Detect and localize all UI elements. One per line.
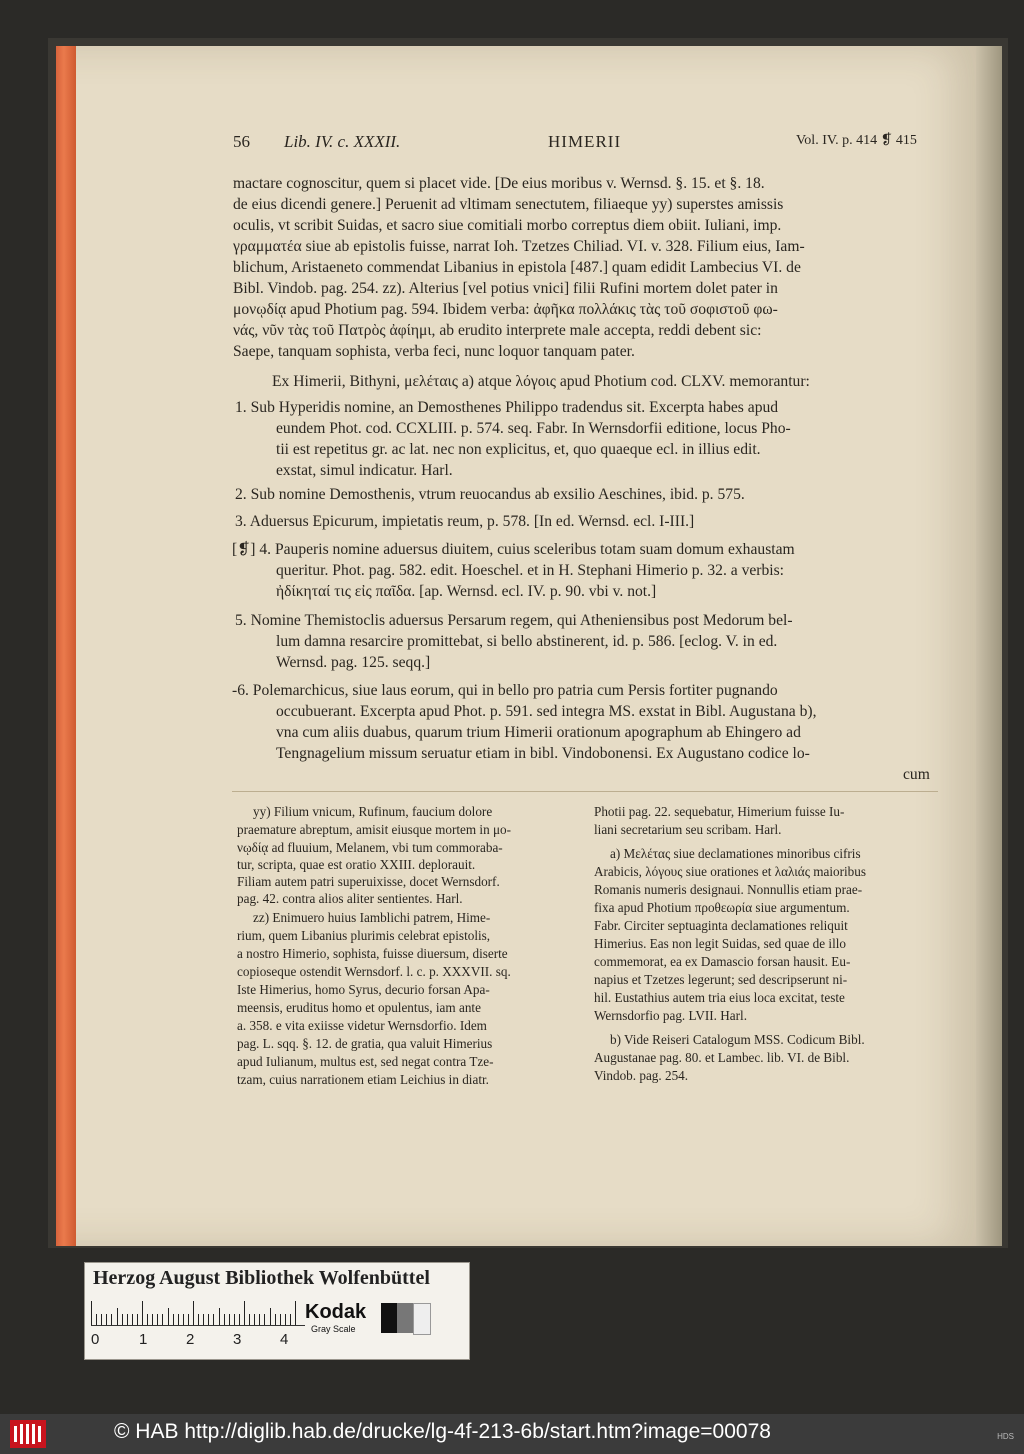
text-line: cum [903,766,930,783]
footnote-line: praemature abreptum, amisit eiusque mortem in μο- [237,822,512,837]
text-line: νάς, νῦν τὰς τοῦ Πατρὸς ἀφίημι, ab erudito interprete male accepta, reddi debent sic: [233,322,762,339]
text-line: Wernsd. pag. 125. seqq.] [276,654,431,671]
footnote-line: pag. L. sqq. §. 12. de gratia, qua valuit Himerius [237,1036,493,1051]
ruler-tick [280,1314,281,1325]
text-line: Tengnagelium missum seruatur etiam in bibl. Vindobonensi. Ex Augustano codice lo- [276,745,810,762]
text-line: μονῳδίᾳ apud Photium pag. 594. Ibidem verba: ἀφῆκα πολλάκις τὰς τοῦ σοφιστοῦ φω- [233,301,778,318]
library-name: Herzog August Bibliothek Wolfenbüttel [93,1267,430,1289]
text-line: oculis, vt scribit Suidas, et sacro siue comitiali morbo correptus diem obiit. Iuliani, imp. [233,217,782,234]
ruler-tick [137,1314,138,1325]
text-line: ἠδίκηταί τις εἰς παῖδα. [ap. Wernsd. ecl. IV. p. 90. vbi v. not.] [276,583,657,600]
footnote-line: hil. Eustathius autem tria eius loca excitat, teste [594,990,845,1005]
footnote-line: Fabr. Circiter septuaginta declamationes reliquit [594,918,848,933]
text-line: Saepe, tanquam sophista, verba feci, nunc loquor tanquam pater. [233,343,635,360]
ruler-tick [259,1314,260,1325]
footnote-line: Arabicis, λόγους siue orationes et λαλιάς maioribus [594,864,866,879]
ruler-tick [224,1314,225,1325]
gray-patch-gray [397,1303,413,1333]
ruler-tick [270,1308,271,1325]
ruler-tick [188,1314,189,1325]
kodak-logo: Kodak [305,1301,367,1323]
footnote-line: meensis, eruditus homo et opulentus, iam ante [237,1000,481,1015]
footnote-line: Photii pag. 22. sequebatur, Himerium fuisse Iu- [594,804,845,819]
footnote-line: yy) Filium vnicum, Rufinum, faucium dolore [253,804,493,819]
ruler-tick [96,1314,97,1325]
text-line: 5. Nomine Themistoclis aduersus Persarum regem, qui Atheniensibus post Medorum bel- [235,612,793,629]
footer-corner-mark: HDS [997,1432,1014,1441]
ruler-tick [285,1314,286,1325]
ruler-tick [234,1314,235,1325]
footnote-line: Romanis numeris designaui. Nonnullis etiam prae- [594,882,863,897]
text-line: de eius dicendi genere.] Peruenit ad vltimam senectutem, filiaeque yy) superstes amissis [233,196,784,213]
ruler-tick [117,1308,118,1325]
ruler-tick [254,1314,255,1325]
ruler-tick [122,1314,123,1325]
footnote-line: zz) Enimuero huius Iamblichi patrem, Hime- [253,910,491,925]
page-edge-red [56,46,76,1246]
ruler-tick [111,1314,112,1325]
ruler-tick [183,1314,184,1325]
gray-patch-white [413,1303,431,1335]
ruler-tick [208,1314,209,1325]
footnote-line: a) Μελέτας siue declamationes minoribus cifris [610,846,861,861]
footnote-line: a nostro Himerio, sophista, fuisse diuersum, diserte [237,946,508,961]
ruler-tick [91,1301,92,1325]
footnote-line: Iste Himerius, homo Syrus, decurio forsan Apa- [237,982,490,997]
gray-patch-black [381,1303,397,1333]
text-line: queritur. Phot. pag. 582. edit. Hoeschel. et in H. Stephani Himerio p. 32. a verbis: [276,562,785,579]
ruler-tick [106,1314,107,1325]
text-line: 2. Sub nomine Demosthenis, vtrum reuocandus ab exsilio Aeschines, ibid. p. 575. [235,486,745,503]
text-line: tii est repetitus gr. ac lat. nec non explicitus, et, quo quaeque ecl. in illius edit. [276,441,761,458]
text-line: 3. Aduersus Epicurum, impietatis reum, p. 578. [In ed. Wernsd. ecl. I-III.] [235,513,695,530]
text-line: occubuerant. Excerpta apud Phot. p. 591. sed integra MS. exstat in Bibl. Augustana b), [276,703,817,720]
text-line: γραμματέα siue ab epistolis fuisse, narrat Ioh. Tzetzes Chiliad. VI. v. 328. Filium eius, Iam- [233,238,805,255]
footnote-rule [232,791,938,792]
text-line: exstat, simul indicatur. Harl. [276,462,453,479]
ruler-tick [203,1314,204,1325]
footnote-line: Vindob. pag. 254. [594,1068,689,1083]
ruler-tick [132,1314,133,1325]
footnote-line: tzam, cuius narrationem etiam Leichius in diatr. [237,1072,489,1087]
footnote-line: fixa apud Photium προθεωρία siue argumentum. [594,900,850,915]
footnote-line: tur, scripta, quae est oratio XXIII. deplorauit. [237,857,476,872]
footnote-line: copioseque ostendit Wernsdorf. l. c. p. XXXVII. sq. [237,964,511,979]
scale-number: 0 [91,1331,100,1348]
ruler-scale [91,1299,305,1326]
ruler-tick [219,1308,220,1325]
footnote-line: commemorat, ea ex Damascio forsan hausit. Eu- [594,954,851,969]
text-line: blichum, Aristaeneto commendat Libanius in epistola [487.] quam edidit Lambecius VI. de [233,259,801,276]
footnote-line: Wernsdorfio pag. LVII. Harl. [594,1008,747,1023]
ruler-tick [249,1314,250,1325]
text-line: lum damna resarcire promittebat, si bello abstinerent, id. p. 586. [eclog. V. in ed. [276,633,778,650]
footnote-line: a. 358. e vita exiisse videtur Wernsdorfio. Idem [237,1018,487,1033]
ruler-tick [178,1314,179,1325]
ruler-tick [157,1314,158,1325]
scale-number: 2 [186,1331,195,1348]
footnote-line: b) Vide Reiseri Catalogum MSS. Codicum Bibl. [610,1032,865,1047]
ruler-tick [162,1314,163,1325]
footnote-line: Filiam autem patri superuixisse, docet Wernsdorf. [237,874,500,889]
ruler-tick [147,1314,148,1325]
ruler-tick [213,1314,214,1325]
footnote-line: rium, quem Libanius plurimis celebrat epistolis, [237,928,491,943]
scale-number: 4 [280,1331,289,1348]
hab-logo-icon [10,1420,46,1448]
text-line: Bibl. Vindob. pag. 254. zz). Alterius [vel potius vnici] filii Rufini mortem dolet pater in [233,280,778,297]
ruler-tick [264,1314,265,1325]
kodak-subtitle: Gray Scale [311,1324,356,1334]
footnote-line: νῳδίᾳ ad fluuium, Melanem, vbi tum commoraba- [237,840,503,855]
ruler-tick [290,1314,291,1325]
text-line: vna cum aliis duabus, quarum trium Himerii orationum apographum ab Ehingero ad [276,724,801,741]
text-line: 1. Sub Hyperidis nomine, an Demosthenes Philippo tradendus sit. Excerpta habes apud [235,399,779,416]
text-line: -6. Polemarchicus, siue laus eorum, qui in bello pro patria cum Persis fortiter pugnando [232,682,778,699]
ruler-tick [173,1314,174,1325]
text-line: Ex Himerii, Bithyni, μελέταις a) atque λόγοις apud Photium cod. CLXV. memorantur: [272,373,810,390]
footnote-line: apud Iulianum, multus est, sed negat contra Tze- [237,1054,494,1069]
book-binding [976,46,1002,1246]
scale-number: 3 [233,1331,242,1348]
page-number: 56 [233,132,250,151]
ruler-tick [142,1301,143,1325]
ruler-tick [229,1314,230,1325]
text-line: [❡] 4. Pauperis nomine aduersus diuitem, cuius sceleribus totam suam domum exhaustam [232,541,795,558]
ruler-tick [168,1308,169,1325]
ruler-tick [239,1314,240,1325]
footnote-line: liani secretarium seu scribam. Harl. [594,822,782,837]
footnote-line: napius et Tzetzes legerunt; sed descripserunt ni- [594,972,848,987]
ruler-tick [198,1314,199,1325]
ruler-tick [193,1301,194,1325]
ruler-tick [152,1314,153,1325]
ruler-tick [295,1301,296,1325]
copyright-url: © HAB http://diglib.hab.de/drucke/lg-4f-213-6b/start.htm?image=00078 [114,1420,771,1443]
viewer-footer [0,1414,1024,1454]
text-line: eundem Phot. cod. CCXLIII. p. 574. seq. Fabr. In Wernsdorfii editione, locus Pho- [276,420,791,437]
running-head-right: Vol. IV. p. 414 ❡ 415 [796,133,917,148]
ruler-tick [101,1314,102,1325]
ruler-tick [127,1314,128,1325]
ruler-tick [275,1314,276,1325]
running-head-title: HIMERII [548,132,622,151]
running-head-left: Lib. IV. c. XXXII. [284,132,401,151]
library-color-card [84,1262,470,1360]
footnote-line: Himerius. Eas non legit Suidas, sed quae de illo [594,936,846,951]
scale-number: 1 [139,1331,148,1348]
footnote-line: Augustanae pag. 80. et Lambec. lib. VI. de Bibl. [594,1050,850,1065]
text-line: mactare cognoscitur, quem si placet vide. [De eius moribus v. Wernsd. §. 15. et §. 18. [233,175,765,192]
ruler-tick [244,1301,245,1325]
footnote-line: pag. 42. contra alios aliter sentientes. Harl. [237,891,463,906]
